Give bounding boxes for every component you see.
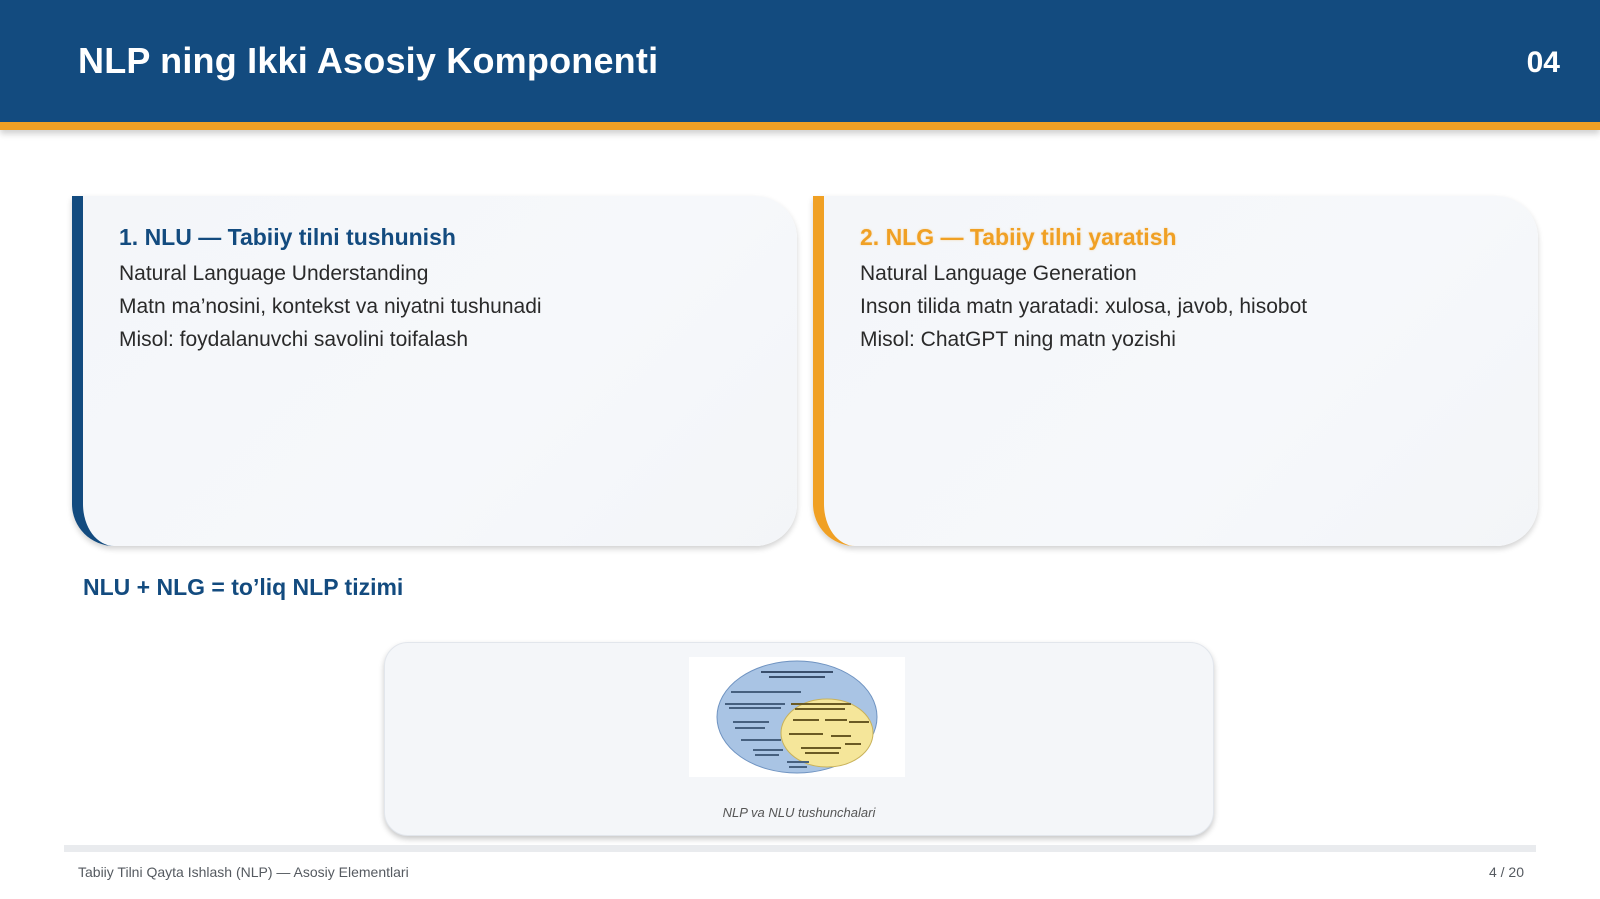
- nlu-card-line: Matn ma’nosini, kontekst va niyatni tushunadi: [119, 295, 542, 318]
- slide-title: NLP ning Ikki Asosiy Komponenti: [78, 40, 659, 81]
- nlg-card-line: Misol: ChatGPT ning matn yozishi: [860, 328, 1176, 351]
- footer-presentation-title: Tabiiy Tilni Qayta Ishlash (NLP) — Asosiy Elementlari: [78, 864, 409, 880]
- nlg-card-title: 2. NLG — Tabiiy tilni yaratish: [860, 224, 1177, 250]
- nlu-card-line: Natural Language Understanding: [119, 262, 429, 285]
- nlg-card-line: Inson tilida matn yaratadi: xulosa, javob, hisobot: [860, 295, 1308, 318]
- figure-panel: [384, 642, 1214, 836]
- summary-statement: NLU + NLG = to’liq NLP tizimi: [83, 574, 404, 600]
- nlg-card-line: Natural Language Generation: [860, 262, 1137, 285]
- figure-caption: NLP va NLU tushunchalari: [722, 805, 876, 820]
- nlp-nlu-venn-diagram: [689, 657, 905, 777]
- slide-header: [0, 0, 1600, 130]
- nlg-card: [813, 196, 1538, 546]
- nlu-card: [72, 196, 797, 546]
- nlu-card-title: 1. NLU — Tabiiy tilni tushunish: [119, 224, 456, 250]
- nlp-nlu-diagram-image: [689, 657, 905, 777]
- nlu-card-line: Misol: foydalanuvchi savolini toifalash: [119, 328, 469, 351]
- slide-section-number: 04: [1526, 46, 1560, 79]
- footer-page-number: 4 / 20: [1488, 864, 1524, 880]
- footer-divider: [64, 845, 1536, 852]
